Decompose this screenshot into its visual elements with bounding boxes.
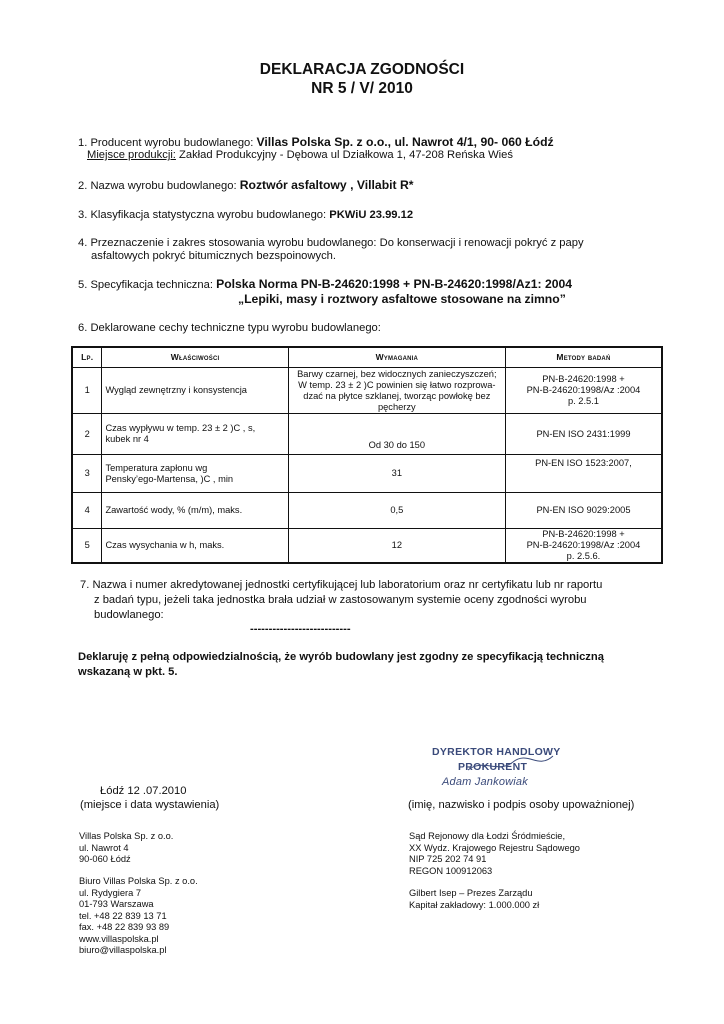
req-line: Barwy czarnej, bez widocznych zanieczyszczeń; [297,368,497,379]
footer-line: Kapitał zakładowy: 1.000.000 zł [409,899,540,910]
header-lp: Lp. [72,347,102,368]
method-line: PN-B-24620:1998 + [542,529,625,539]
footer-line: ul. Rydygiera 7 [79,887,142,898]
row-requirement: 12 [288,529,505,564]
item-3-classification [78,208,413,222]
footer-registry [409,831,580,877]
row-property: Wygląd zewnętrzny i konsystencja [102,368,288,414]
item-1-place-label: Miejsce produkcji: [87,149,176,161]
footer-line: biuro@villaspolska.pl [79,945,167,955]
row-lp: 1 [72,368,102,414]
footer-line: XX Wydz. Krajowego Rejestru Sądowego [409,842,580,853]
row-property [102,455,288,493]
row-lp: 5 [72,529,102,564]
header-requirements: Wymagania [288,347,505,368]
method-line: p. 2.5.1 [567,396,599,406]
footer-line: Biuro Villas Polska Sp. z o.o. [79,876,198,886]
req-line: dzać na płytce szklanej, tworząc powłokę bez [303,390,491,401]
footer-line: Villas Polska Sp. z o.o. [79,831,174,841]
row-lp: 3 [72,455,102,493]
prop-line: Czas wypływu w temp. 23 ± 2 )C , s, [105,423,256,433]
row-lp: 2 [72,414,102,455]
item-1-place [87,148,513,162]
footer-line: www.villaspolska.pl [79,933,159,944]
footer-company-address [79,831,173,866]
footer-line: REGON 100912063 [409,865,493,876]
document-number: NR 5 / V/ 2010 [311,80,413,97]
table-row [72,414,662,455]
stamp-role: PROKURENT [458,761,528,773]
item-5-spec [78,277,572,292]
footer-line: Sąd Rejonowy dla Łodzi Śródmieście, [409,831,566,841]
row-method [505,368,662,414]
item-7-line3: budowlanego: [94,609,164,621]
row-lp: 4 [72,493,102,529]
item-6-label: 6. Deklarowane cechy techniczne typu wyrobu budowlanego: [78,322,381,334]
item-7-line2: z badań typu, jeżeli taka jednostka brała udział w zastosowanym systemie oceny zgodności wyrobu [94,594,587,606]
table-row [72,455,662,493]
table-header-row [72,347,662,368]
footer-line: NIP 725 202 74 91 [409,854,487,864]
row-property [102,414,288,455]
item-4-line1: 4. Przeznaczenie i zakres stosowania wyrobu budowlanego: Do konserwacji i renowacji pokryć z papy [78,237,584,249]
row-requirement: 31 [288,455,505,493]
item-7-dashes: --------------------------- [250,623,351,635]
item-3-label: 3. Klasyfikacja statystyczna wyrobu budowlanego: [78,209,330,221]
signer-caption: (imię, nazwisko i podpis osoby upoważnionej) [408,799,635,811]
signature-stamp [428,744,566,800]
method-line: p. 2.5.6. [566,551,601,561]
item-2-value: Roztwór asfaltowy , Villabit R* [239,178,414,192]
method-line: PN-B-24620:1998/Az :2004 [526,385,641,395]
footer-line: 01-793 Warszawa [79,899,154,909]
row-property: Zawartość wody, % (m/m), maks. [102,493,288,529]
footer-management [409,888,539,911]
item-5-value2: „Lepiki, masy i roztwory asfaltowe stosowane na zimno” [238,292,566,306]
item-3-value: PKWiU 23.99.12 [329,209,414,221]
item-2-name [78,178,414,193]
table-row [72,493,662,529]
item-1-place-value: Zakład Produkcyjny - Dębowa ul Działkowa 1, 47-208 Reńska Wieś [175,149,513,161]
method-line: PN-B-24620:1998/Az :2004 [526,540,641,550]
footer-line: tel. +48 22 839 13 71 [79,910,167,921]
item-1-value: Villas Polska Sp. z o.o., ul. Nawrot 4/1, 90- 060 Łódź [256,135,554,149]
table-row [72,529,662,564]
stamp-name: Adam Jankowiak [442,776,528,788]
method-line: PN-B-24620:1998 + [542,374,625,384]
document-title: DEKLARACJA ZGODNOŚCI [259,61,465,78]
row-method [505,529,662,564]
item-2-label: 2. Nazwa wyrobu budowlanego: [78,180,240,192]
row-requirement: Od 30 do 150 [288,414,505,455]
footer-line: fax. +48 22 839 93 89 [79,922,170,932]
item-7-line1: 7. Nazwa i numer akredytowanej jednostki certyfikującej lub laboratorium oraz nr certyfikatu lub nr raportu [80,579,603,591]
row-requirement [288,368,505,414]
table-row [72,368,662,414]
req-line: pęcherzy [377,401,416,412]
req-line: W temp. 23 ± 2 )C powinien się łatwo rozprowa- [298,379,496,390]
declaration-line1: Deklaruję z pełną odpowiedzialnością, że wyrób budowlany jest zgodny ze specyfikacją techniczną [78,651,604,663]
header-methods: Metody badań [505,347,662,368]
footer-line: 90-060 Łódź [79,854,131,864]
row-requirement: 0,5 [288,493,505,529]
row-property: Czas wysychania w h, maks. [102,529,288,564]
row-method: PN-EN ISO 9029:2005 [505,493,662,529]
item-5-label: 5. Specyfikacja techniczna: [78,279,217,291]
row-method: PN-EN ISO 1523:2007, [505,455,662,493]
prop-line: Temperatura zapłonu wg [105,462,208,473]
item-4-line2: asfaltowych pokryć bitumicznych bezspoinowych. [91,250,336,262]
row-method: PN-EN ISO 2431:1999 [505,414,662,455]
footer-line: Gilbert Isep – Prezes Zarządu [409,888,533,898]
declaration-line2: wskazaną w pkt. 5. [78,666,178,678]
item-5-value1: Polska Norma PN-B-24620:1998 + PN-B-24620:1998/Az1: 2004 [216,277,573,291]
technical-spec-table [71,346,663,564]
prop-line: kubek nr 4 [105,434,149,444]
footer-office-address [79,876,198,957]
prop-line: Pensky’ego-Martensa, )C , min [105,473,234,484]
header-properties: Właściwości [102,347,288,368]
place-date: Łódź 12 .07.2010 [100,785,187,797]
place-date-caption: (miejsce i data wystawienia) [80,799,220,811]
stamp-title: DYREKTOR HANDLOWY [432,746,561,758]
footer-line: ul. Nawrot 4 [79,842,129,853]
item-1-label: 1. Producent wyrobu budowlanego: [78,137,257,149]
